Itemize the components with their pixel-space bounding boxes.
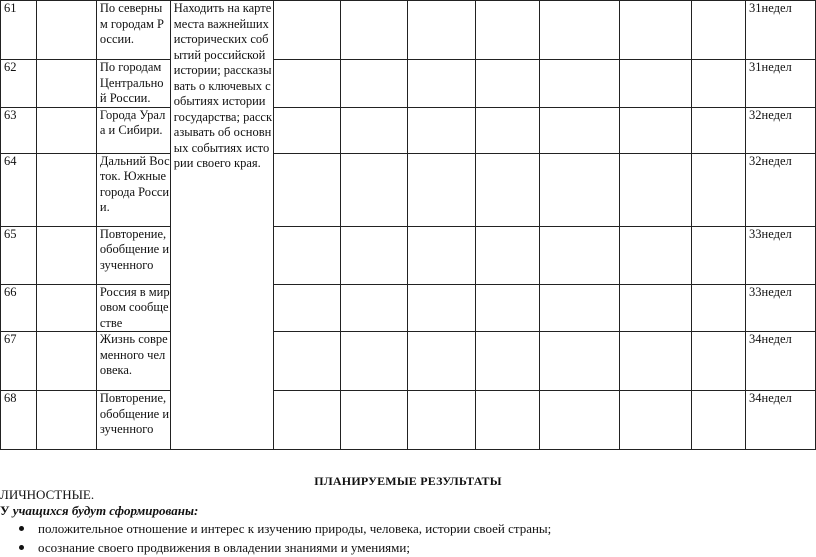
week-label: 31недел [746,1,816,60]
lesson-topic: Города Урала и Сибири. [96,107,170,153]
bullet-icon [19,545,24,550]
lesson-topic: По городам Центральной России. [96,60,170,108]
lesson-number: 68 [1,391,37,450]
table-row [1,60,816,108]
table-row [1,107,816,153]
lesson-number: 62 [1,60,37,108]
lesson-topic: Повторение, обобщение изученного [96,226,170,284]
lesson-topic: Жизнь современного человека. [96,332,170,391]
formed-text: учащихся будут сформированы: [12,503,199,518]
table-row [1,391,816,450]
lesson-topic: По северным городам России. [96,1,170,60]
lesson-number: 65 [1,226,37,284]
lesson-number: 66 [1,284,37,332]
lesson-topic: Дальний Восток. Южные города России. [96,153,170,226]
lesson-number: 67 [1,332,37,391]
table-row [1,153,816,226]
table-row [1,332,816,391]
formed-prefix: У [0,503,10,518]
bullet-icon [19,526,24,531]
week-label: 32недел [746,153,816,226]
result-text: осознание своего продвижения в овладении знаниями и умениями; [38,540,410,555]
lesson-number: 64 [1,153,37,226]
category-label: ЛИЧНОСТНЫЕ. [0,487,95,502]
result-text: положительное отношение и интерес к изучению природы, человека, истории своей страны; [38,521,552,536]
section-heading [0,474,816,489]
table-row [1,284,816,332]
lesson-number: 63 [1,107,37,153]
week-label: 34недел [746,391,816,450]
lesson-topic: Россия в мировом сообществе [96,284,170,332]
week-label: 33недел [746,284,816,332]
week-label: 33недел [746,226,816,284]
list-item [0,519,551,538]
week-label: 32недел [746,107,816,153]
results-list [0,519,551,557]
table-row [1,1,816,60]
formed-intro [0,503,198,519]
lesson-number: 61 [1,1,37,60]
table-row [1,226,816,284]
week-label: 31недел [746,60,816,108]
activity-description: Находить на карте места важнейших исторических событий российской истории; рассказывать о ключевых событиях истории государства; рассказывать об основных событиях истории своего края. [170,1,273,450]
section-heading-text: ПЛАНИРУЕМЫЕ РЕЗУЛЬТАТЫ [314,474,502,488]
list-item [0,538,551,557]
week-label: 34недел [746,332,816,391]
lesson-topic: Повторение, обобщение изученного [96,391,170,450]
